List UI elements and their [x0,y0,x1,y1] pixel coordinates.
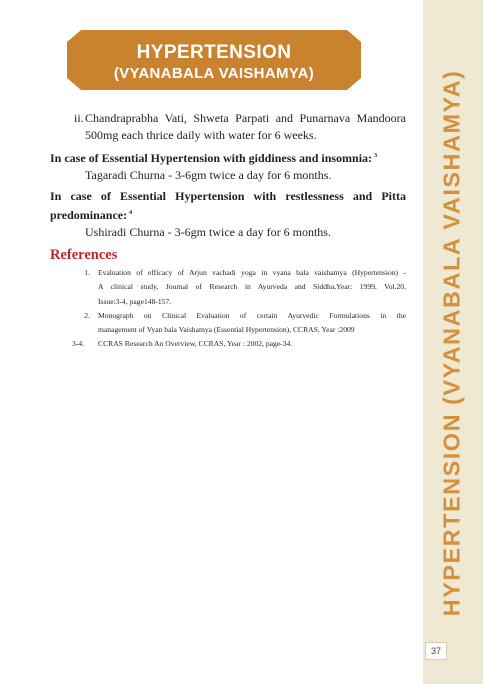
reference-line: management of Vyan bala Vaishamya (Essential Hypertension), CCRAS, Year :2009 [98,325,355,335]
reference-line: Issue:3-4, page148-157. [98,296,172,306]
restlessness-heading-text: predominance: [50,208,128,222]
list-item-line1: Chandraprabha Vati, Shweta Parpati and Punarnava Mandoora [85,111,406,125]
giddiness-text: Tagaradi Churna - 3-6gm twice a day for 6 months. [85,168,332,182]
reference-number: 1. [84,268,90,277]
reference-item [50,337,406,351]
giddiness-heading-text: In case of Essential Hypertension with giddiness and insomnia: [50,151,373,165]
side-running-title: HYPERTENSION (VYANABALA VAISHAMYA) [438,69,465,617]
reference-line: A clinical study, Journal of Research in Ayurveda and Siddha,Year: 1999, Vol.20, [98,282,406,292]
references-heading: References [50,247,118,263]
references-list [50,266,406,352]
page-number: 37 [425,642,447,660]
list-item-number: ii. [74,111,84,125]
restlessness-text: Ushiradi Churna - 3-6gm twice a day for 6 months. [85,225,331,239]
header-banner [67,30,361,90]
restlessness-heading-line2 [50,205,406,224]
reference-number: 2. [84,310,90,320]
list-item-ii [50,110,406,144]
reference-line: Monograph on Clinical Evaluation of certain Ayurvedic Formulations in the [98,310,406,320]
banner-subtitle: (VYANABALA VAISHAMYA) [113,65,315,82]
body-content [50,110,406,352]
giddiness-heading [50,148,406,167]
restlessness-heading-line1: In case of Essential Hypertension with restlessness and Pitta [50,189,406,203]
list-item-line2: 500mg each thrice daily with water for 6 weeks. [85,128,317,142]
reference-item [50,309,406,338]
reference-line: Evaluation of efficacy of Arjun vachadi yoga in vyana bala vaishamya (Hypertension) - [98,268,406,277]
reference-number: 3-4. [72,339,85,349]
restlessness-ref-mark: 4 [129,210,133,216]
reference-line: CCRAS Research An Overview, CCRAS, Year : 2002, page-34. [98,339,293,349]
reference-item [50,266,406,309]
giddiness-ref-mark: 3 [374,153,378,159]
banner-title: HYPERTENSION [136,42,292,63]
